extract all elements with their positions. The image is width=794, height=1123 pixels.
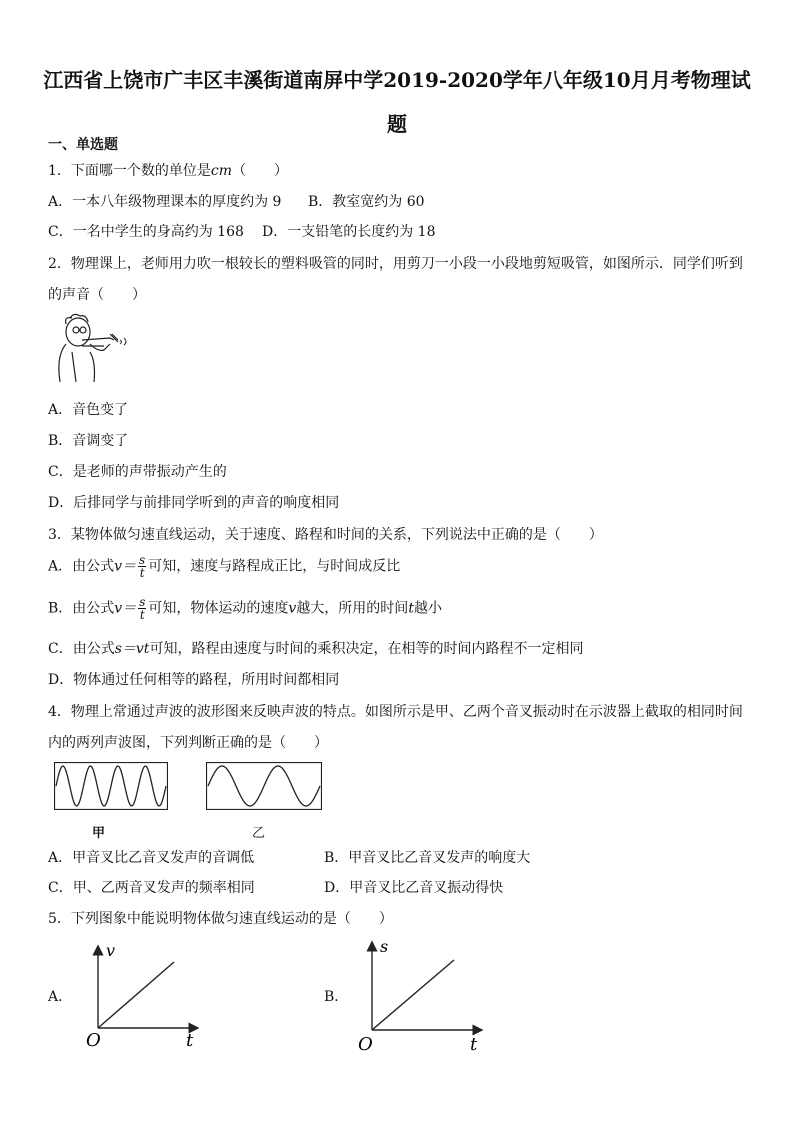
q3-a-den: t xyxy=(139,566,145,580)
waveform-label-jia: 甲 xyxy=(92,826,106,841)
q3-b-mid: 可知，物体运动的速度 xyxy=(148,600,289,617)
q3-option-d: D．物体通过任何相等的路程，所用时间都相同 xyxy=(48,672,340,688)
q3-b-t: t xyxy=(408,600,414,617)
q3-option-c xyxy=(48,638,583,658)
q3-a-num: s xyxy=(139,553,146,567)
waveform-jia xyxy=(54,762,168,810)
q1-option-d: D．一支铅笔的长度约为 18 xyxy=(262,224,436,240)
q4-stem-line1: 4．物理上常通过声波的波形图来反映声波的特点。如图所示是甲、乙两个音叉振动时在示波器上截取的相同时间 xyxy=(48,704,743,720)
q1-option-a: A．一本八年级物理课本的厚度约为 9 xyxy=(48,194,282,210)
q5-option-a-label: A． xyxy=(48,989,73,1005)
graph-a-x-label: t xyxy=(186,1030,194,1051)
q2-option-d: D．后排同学与前排同学听到的声音的响度相同 xyxy=(48,495,340,511)
graph-a-line xyxy=(98,962,174,1028)
q4-option-d: D．甲音叉比乙音叉振动得快 xyxy=(324,880,504,896)
q2-stem-line1: 2．物理课上，老师用力吹一根较长的塑料吸管的同时，用剪刀一小段一小段地剪短吸管，如图所示．同学们听到 xyxy=(48,256,743,272)
q3-c-formula: s＝vt xyxy=(114,641,150,657)
q3-b-prefix: B．由公式 xyxy=(48,600,115,617)
graph-b-x-label: t xyxy=(470,1034,478,1054)
q1-unit: cm xyxy=(210,163,233,179)
q2-option-b: B．音调变了 xyxy=(48,433,129,449)
q1-stem-text: 1．下面哪一个数的单位是 xyxy=(48,163,211,179)
q1-option-b: B．教室宽约为 60 xyxy=(308,194,425,210)
q2-stem-line2: 的声音（ ） xyxy=(48,287,146,303)
q3-b-suffix: 越小 xyxy=(413,600,442,617)
q3-b-fraction xyxy=(138,596,146,621)
q3-a-fraction xyxy=(138,554,146,579)
q3-a-suffix: 可知，速度与路程成正比，与时间成反比 xyxy=(148,558,401,575)
graph-b-line xyxy=(372,960,454,1030)
graph-a-velocity-time xyxy=(82,940,202,1052)
q3-option-a xyxy=(48,554,400,579)
q1-option-c: C．一名中学生的身高约为 168 xyxy=(48,224,244,240)
q2-option-a: A．音色变了 xyxy=(48,402,129,418)
title-line-2: 题 xyxy=(387,112,407,136)
teacher-blowing-straw-illustration xyxy=(52,312,156,386)
q3-b-mid2: 越大，所用的时间 xyxy=(296,600,409,617)
document-title xyxy=(40,58,754,146)
q2-option-c: C．是老师的声带振动产生的 xyxy=(48,464,227,480)
q4-option-b: B．甲音叉比乙音叉发声的响度大 xyxy=(324,850,531,866)
q3-a-formula-v: v＝ xyxy=(114,558,137,575)
graph-b-origin: O xyxy=(358,1034,373,1054)
graph-b-y-label: s xyxy=(380,937,389,956)
q3-b-formula-v: v＝ xyxy=(114,600,137,617)
title-line-1: 江西省上饶市广丰区丰溪街道南屏中学2019-2020学年八年级10月月考物理试 xyxy=(43,68,751,92)
section-heading: 一、单选题 xyxy=(48,137,118,153)
q3-b-v: v xyxy=(288,600,297,617)
q3-option-b xyxy=(48,596,442,621)
graph-a-origin: O xyxy=(86,1030,101,1051)
q3-b-num: s xyxy=(139,595,146,609)
q5-stem: 5．下列图象中能说明物体做匀速直线运动的是（ ） xyxy=(48,911,393,927)
q3-b-den: t xyxy=(139,608,145,622)
graph-b-displacement-time xyxy=(356,936,486,1054)
waveform-label-yi: 乙 xyxy=(252,826,266,841)
q1-bracket: （ ） xyxy=(232,163,289,179)
q4-option-c: C．甲、乙两音叉发声的频率相同 xyxy=(48,880,255,896)
q4-option-a: A．甲音叉比乙音叉发声的音调低 xyxy=(48,850,255,866)
q3-c-suffix: 可知，路程由速度与时间的乘积决定，在相等的时间内路程不一定相同 xyxy=(149,641,584,657)
q5-option-b-label: B． xyxy=(324,989,349,1005)
q3-a-prefix: A．由公式 xyxy=(48,558,115,575)
q1-stem xyxy=(48,160,288,180)
waveform-yi xyxy=(206,762,322,810)
q3-stem: 3．某物体做匀速直线运动，关于速度、路程和时间的关系，下列说法中正确的是（ ） xyxy=(48,527,603,543)
q3-c-prefix: C．由公式 xyxy=(48,641,115,657)
graph-a-y-label: v xyxy=(106,941,116,960)
q4-stem-line2: 内的两列声波图，下列判断正确的是（ ） xyxy=(48,735,328,751)
